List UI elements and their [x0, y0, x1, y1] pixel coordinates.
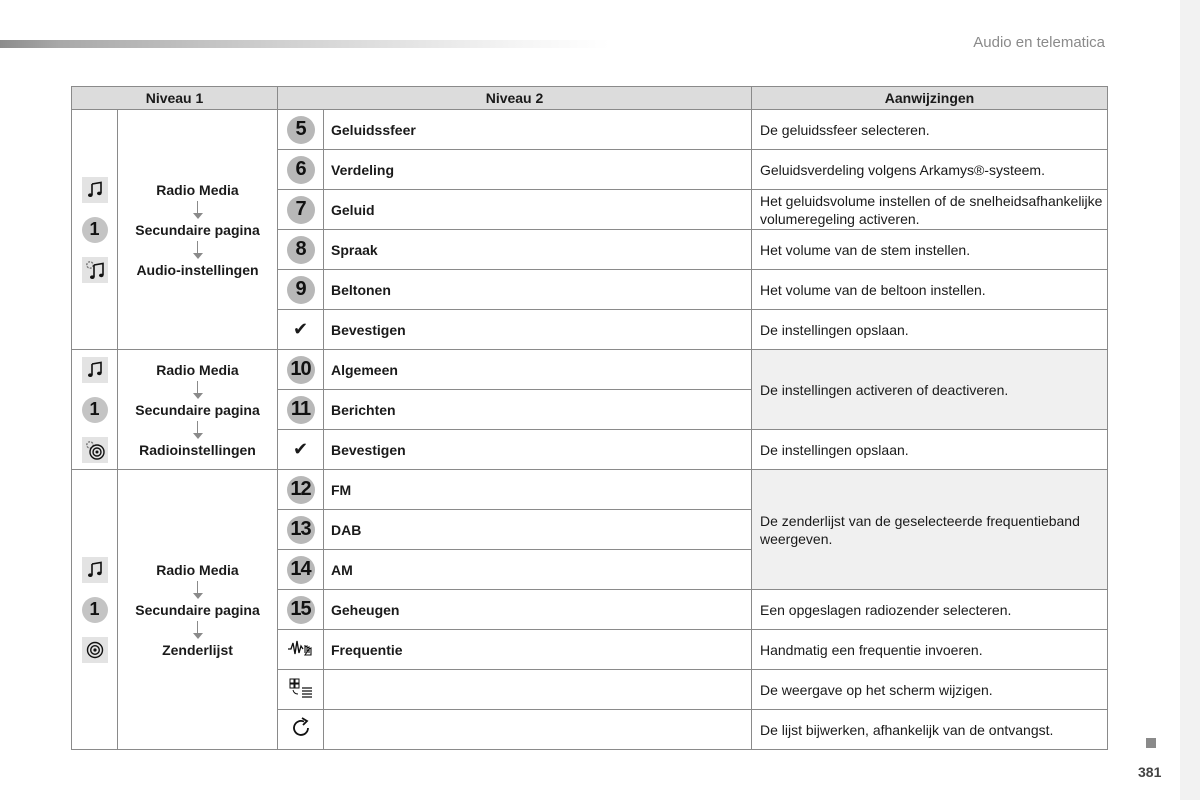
number-badge: 12 [287, 476, 315, 504]
number-badge: 14 [287, 556, 315, 584]
chain-item-audio-settings: Audio-instellingen [136, 261, 259, 278]
radio-icon [82, 637, 108, 663]
marker-cell [278, 550, 324, 590]
level2-label: FM [324, 470, 752, 510]
table-header-row [72, 87, 1108, 110]
number-badge: 13 [287, 516, 315, 544]
level2-label: Berichten [324, 390, 752, 430]
chain-item-radio-media: Radio Media [156, 561, 239, 578]
frequency-icon [287, 645, 315, 661]
instruction-text: Handmatig een frequentie invoeren. [752, 630, 1108, 670]
number-badge: 8 [287, 236, 315, 264]
level2-label: Beltonen [324, 270, 752, 310]
level2-label: Bevestigen [324, 310, 752, 350]
level1-icons [72, 350, 118, 470]
instruction-text: Een opgeslagen radiozender selecteren. [752, 590, 1108, 630]
page-edge-strip [1180, 0, 1200, 800]
level1-icons [72, 470, 118, 750]
level1-chain [118, 110, 278, 350]
marker-cell [278, 230, 324, 270]
number-badge: 6 [287, 156, 315, 184]
page-marker [1146, 738, 1156, 748]
down-arrow-icon [193, 199, 203, 221]
level2-label: Geheugen [324, 590, 752, 630]
level2-label: DAB [324, 510, 752, 550]
level2-label: Geluidssfeer [324, 110, 752, 150]
instruction-text: Het volume van de beltoon instellen. [752, 270, 1108, 310]
down-arrow-icon [193, 419, 203, 441]
marker-cell [278, 350, 324, 390]
number-badge: 5 [287, 116, 315, 144]
audio-settings-icon [82, 257, 108, 283]
column-header-level1: Niveau 1 [72, 87, 278, 110]
down-arrow-icon [193, 239, 203, 261]
number-badge: 10 [287, 356, 315, 384]
marker-cell [278, 630, 324, 670]
level2-label: Verdeling [324, 150, 752, 190]
marker-cell [278, 430, 324, 470]
chain-item-radio-media: Radio Media [156, 361, 239, 378]
number-badge: 15 [287, 596, 315, 624]
chain-item-secondary-page: Secundaire pagina [135, 221, 260, 238]
instruction-text: De instellingen activeren of deactiveren. [752, 350, 1108, 430]
checkmark-icon: ✔ [292, 439, 309, 459]
level2-label: AM [324, 550, 752, 590]
refresh-icon [289, 727, 313, 743]
level2-label: Algemeen [324, 350, 752, 390]
marker-cell [278, 110, 324, 150]
music-note-icon [82, 177, 108, 203]
marker-cell [278, 310, 324, 350]
table-row [72, 110, 1108, 150]
marker-cell [278, 190, 324, 230]
instruction-text: Geluidsverdeling volgens Arkamys®-systeem. [752, 150, 1108, 190]
down-arrow-icon [193, 579, 203, 601]
marker-cell [278, 150, 324, 190]
marker-cell [278, 670, 324, 710]
page-number: 381 [1138, 764, 1162, 780]
column-header-level2: Niveau 2 [278, 87, 752, 110]
music-note-icon [82, 357, 108, 383]
instruction-text: De weergave op het scherm wijzigen. [752, 670, 1108, 710]
level2-label: Geluid [324, 190, 752, 230]
instruction-text: De lijst bijwerken, afhankelijk van de ontvangst. [752, 710, 1108, 750]
level2-label-empty [324, 710, 752, 750]
level2-label: Spraak [324, 230, 752, 270]
instruction-text: De instellingen opslaan. [752, 430, 1108, 470]
chain-item-secondary-page: Secundaire pagina [135, 401, 260, 418]
chain-item-radio-settings: Radioinstellingen [139, 441, 256, 458]
marker-cell [278, 470, 324, 510]
level1-icons [72, 110, 118, 350]
radio-settings-icon [82, 437, 108, 463]
marker-cell [278, 710, 324, 750]
instruction-text: Het volume van de stem instellen. [752, 230, 1108, 270]
instruction-text: Het geluidsvolume instellen of de snelheidsafhankelijke volumeregeling activeren. [752, 190, 1108, 230]
header-decoration-bar [0, 40, 610, 48]
marker-cell [278, 510, 324, 550]
column-header-instructions: Aanwijzingen [752, 87, 1108, 110]
view-mode-icon [288, 686, 314, 702]
down-arrow-icon [193, 619, 203, 641]
marker-cell [278, 590, 324, 630]
level2-label: Bevestigen [324, 430, 752, 470]
number-1-badge: 1 [82, 397, 108, 423]
section-title: Audio en telematica [973, 34, 1105, 51]
number-badge: 7 [287, 196, 315, 224]
marker-cell [278, 390, 324, 430]
settings-table [71, 86, 1108, 750]
instruction-text: De geluidssfeer selecteren. [752, 110, 1108, 150]
checkmark-icon: ✔ [292, 319, 309, 339]
level1-chain [118, 350, 278, 470]
number-badge: 9 [287, 276, 315, 304]
music-note-icon [82, 557, 108, 583]
instruction-text: De zenderlijst van de geselecteerde frequentieband weergeven. [752, 470, 1108, 590]
instruction-text: De instellingen opslaan. [752, 310, 1108, 350]
number-1-badge: 1 [82, 217, 108, 243]
level2-label-empty [324, 670, 752, 710]
table-row [72, 350, 1108, 390]
level2-label: Frequentie [324, 630, 752, 670]
marker-cell [278, 270, 324, 310]
number-1-badge: 1 [82, 597, 108, 623]
number-badge: 11 [287, 396, 315, 424]
chain-item-radio-media: Radio Media [156, 181, 239, 198]
table-row [72, 470, 1108, 510]
chain-item-station-list: Zenderlijst [162, 641, 233, 658]
chain-item-secondary-page: Secundaire pagina [135, 601, 260, 618]
level1-chain [118, 470, 278, 750]
down-arrow-icon [193, 379, 203, 401]
